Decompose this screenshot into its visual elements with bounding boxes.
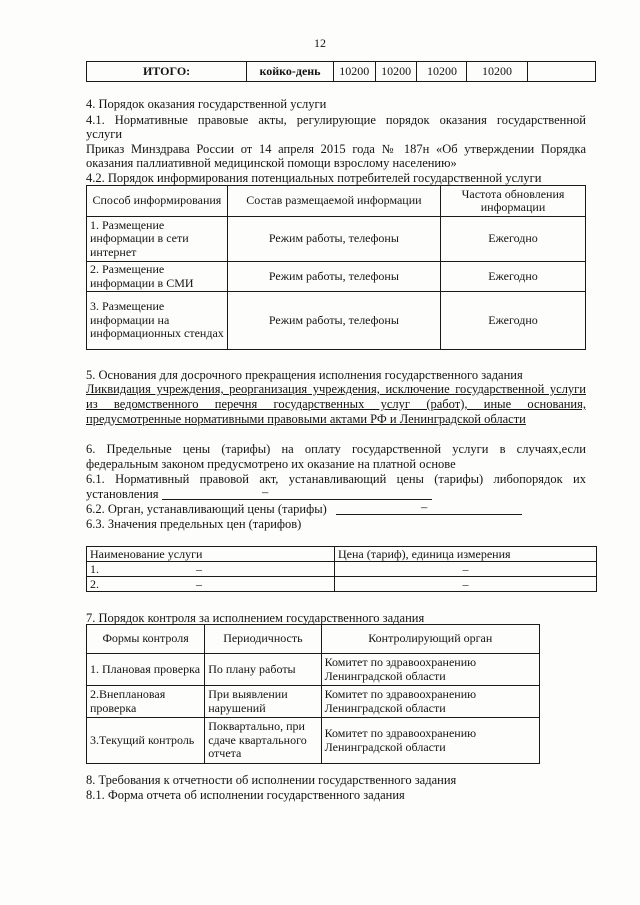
content-cell: Режим работы, телефоны — [227, 262, 440, 292]
periodicity-cell: По плану работы — [205, 654, 321, 686]
table-row — [87, 217, 586, 262]
section6-line2: федеральным законом предусмотрено их оказание на платной основе — [86, 457, 456, 471]
table-header-row — [87, 625, 540, 654]
total-value: 10200 — [417, 62, 467, 82]
section5-line3: предусмотренные нормативными правовыми актами РФ и Ленинградской области — [86, 412, 526, 426]
control-table — [86, 624, 540, 764]
content-cell: Режим работы, телефоны — [227, 292, 440, 350]
section6-line1: 6. Предельные цены (тарифы) на оплату государственной услуги в случаях,если — [86, 442, 586, 456]
row-number: 2. — [87, 577, 194, 592]
method-cell: 2. Размещение информации в СМИ — [87, 262, 228, 292]
section6-1-line2: установления — [86, 487, 159, 501]
service-name-cell: – — [193, 577, 335, 592]
control-form-cell: 1. Плановая проверка — [87, 654, 205, 686]
column-header: Контролирующий орган — [321, 625, 539, 654]
controlling-organ-cell: Комитет по здравоохранению Ленинградской области — [321, 654, 539, 686]
row-number: 1. — [87, 562, 194, 577]
section8-heading: 8. Требования к отчетности об исполнении государственного задания — [86, 773, 457, 787]
service-name-cell: – — [193, 562, 335, 577]
periodicity-cell: При выявлении нарушений — [205, 686, 321, 718]
table-header-row — [87, 186, 586, 217]
frequency-cell: Ежегодно — [441, 262, 586, 292]
column-header: Формы контроля — [87, 625, 205, 654]
column-header: Частота обновления информации — [441, 186, 586, 217]
price-cell: – — [335, 562, 597, 577]
section8-1: 8.1. Форма отчета об исполнении государственного задания — [86, 788, 405, 802]
column-header: Способ информирования — [87, 186, 228, 217]
total-row-table — [86, 61, 596, 82]
frequency-cell: Ежегодно — [441, 292, 586, 350]
table-row — [87, 718, 540, 764]
price-cell: – — [335, 577, 597, 592]
section5-heading: 5. Основания для досрочного прекращения исполнения государственного задания — [86, 368, 523, 382]
table-row — [87, 577, 597, 592]
table-row — [87, 62, 596, 82]
controlling-organ-cell: Комитет по здравоохранению Ленинградской области — [321, 718, 539, 764]
blank-underline — [162, 499, 432, 500]
table-row — [87, 562, 597, 577]
table-row — [87, 292, 586, 350]
section6-2: 6.2. Орган, устанавливающий цены (тарифы) — [86, 502, 327, 516]
section4-1-line1: 4.1. Нормативные правовые акты, регулирующие порядок оказания государственной — [86, 113, 586, 127]
content-cell: Режим работы, телефоны — [227, 217, 440, 262]
section4-2-heading: 4.2. Порядок информирования потенциальных потребителей государственной услуги — [86, 171, 542, 185]
table-row — [87, 262, 586, 292]
section6-1-line1: 6.1. Нормативный правовой акт, устанавливающий цены (тарифы) либопорядок их — [86, 472, 586, 486]
periodicity-cell: Поквартально, при сдаче квартального отчета — [205, 718, 321, 764]
total-value: 10200 — [375, 62, 417, 82]
frequency-cell: Ежегодно — [441, 217, 586, 262]
controlling-organ-cell: Комитет по здравоохранению Ленинградской области — [321, 686, 539, 718]
column-header: Наименование услуги — [87, 547, 335, 562]
total-label: ИТОГО: — [87, 62, 247, 82]
method-cell: 1. Размещение информации в сети интернет — [87, 217, 228, 262]
section4-heading: 4. Порядок оказания государственной услуги — [86, 97, 327, 111]
table-row — [87, 654, 540, 686]
column-header: Цена (тариф), единица измерения — [335, 547, 597, 562]
column-header: Периодичность — [205, 625, 321, 654]
section5-line2: из ведомственного перечня государственных услуг (работ), иные основания, — [86, 397, 586, 411]
blank-underline — [336, 514, 522, 515]
section7-heading: 7. Порядок контроля за исполнением государственного задания — [86, 611, 425, 625]
price-table — [86, 546, 597, 592]
total-value: 10200 — [467, 62, 527, 82]
blank-dash: – — [421, 500, 428, 514]
control-form-cell: 2.Внеплановая проверка — [87, 686, 205, 718]
information-table — [86, 185, 586, 350]
order-line2: оказания паллиативной медицинской помощи взрослому населению» — [86, 156, 457, 170]
table-row — [87, 686, 540, 718]
blank-dash: – — [262, 485, 269, 499]
order-line1: Приказ Минздрава России от 14 апреля 2015 года № 187н «Об утверждении Порядка — [86, 142, 586, 156]
total-empty-cell — [527, 62, 595, 82]
method-cell: 3. Размещение информации на информационных стендах — [87, 292, 228, 350]
section5-line1: Ликвидация учреждения, реорганизация учреждения, исключение государственной услуги — [86, 382, 586, 396]
table-header-row — [87, 547, 597, 562]
total-unit: койко-день — [247, 62, 334, 82]
page-number: 12 — [314, 36, 326, 50]
control-form-cell: 3.Текущий контроль — [87, 718, 205, 764]
section4-1-line2: услуги — [86, 127, 123, 141]
section6-3: 6.3. Значения предельных цен (тарифов) — [86, 517, 302, 531]
total-value: 10200 — [333, 62, 375, 82]
column-header: Состав размещаемой информации — [227, 186, 440, 217]
